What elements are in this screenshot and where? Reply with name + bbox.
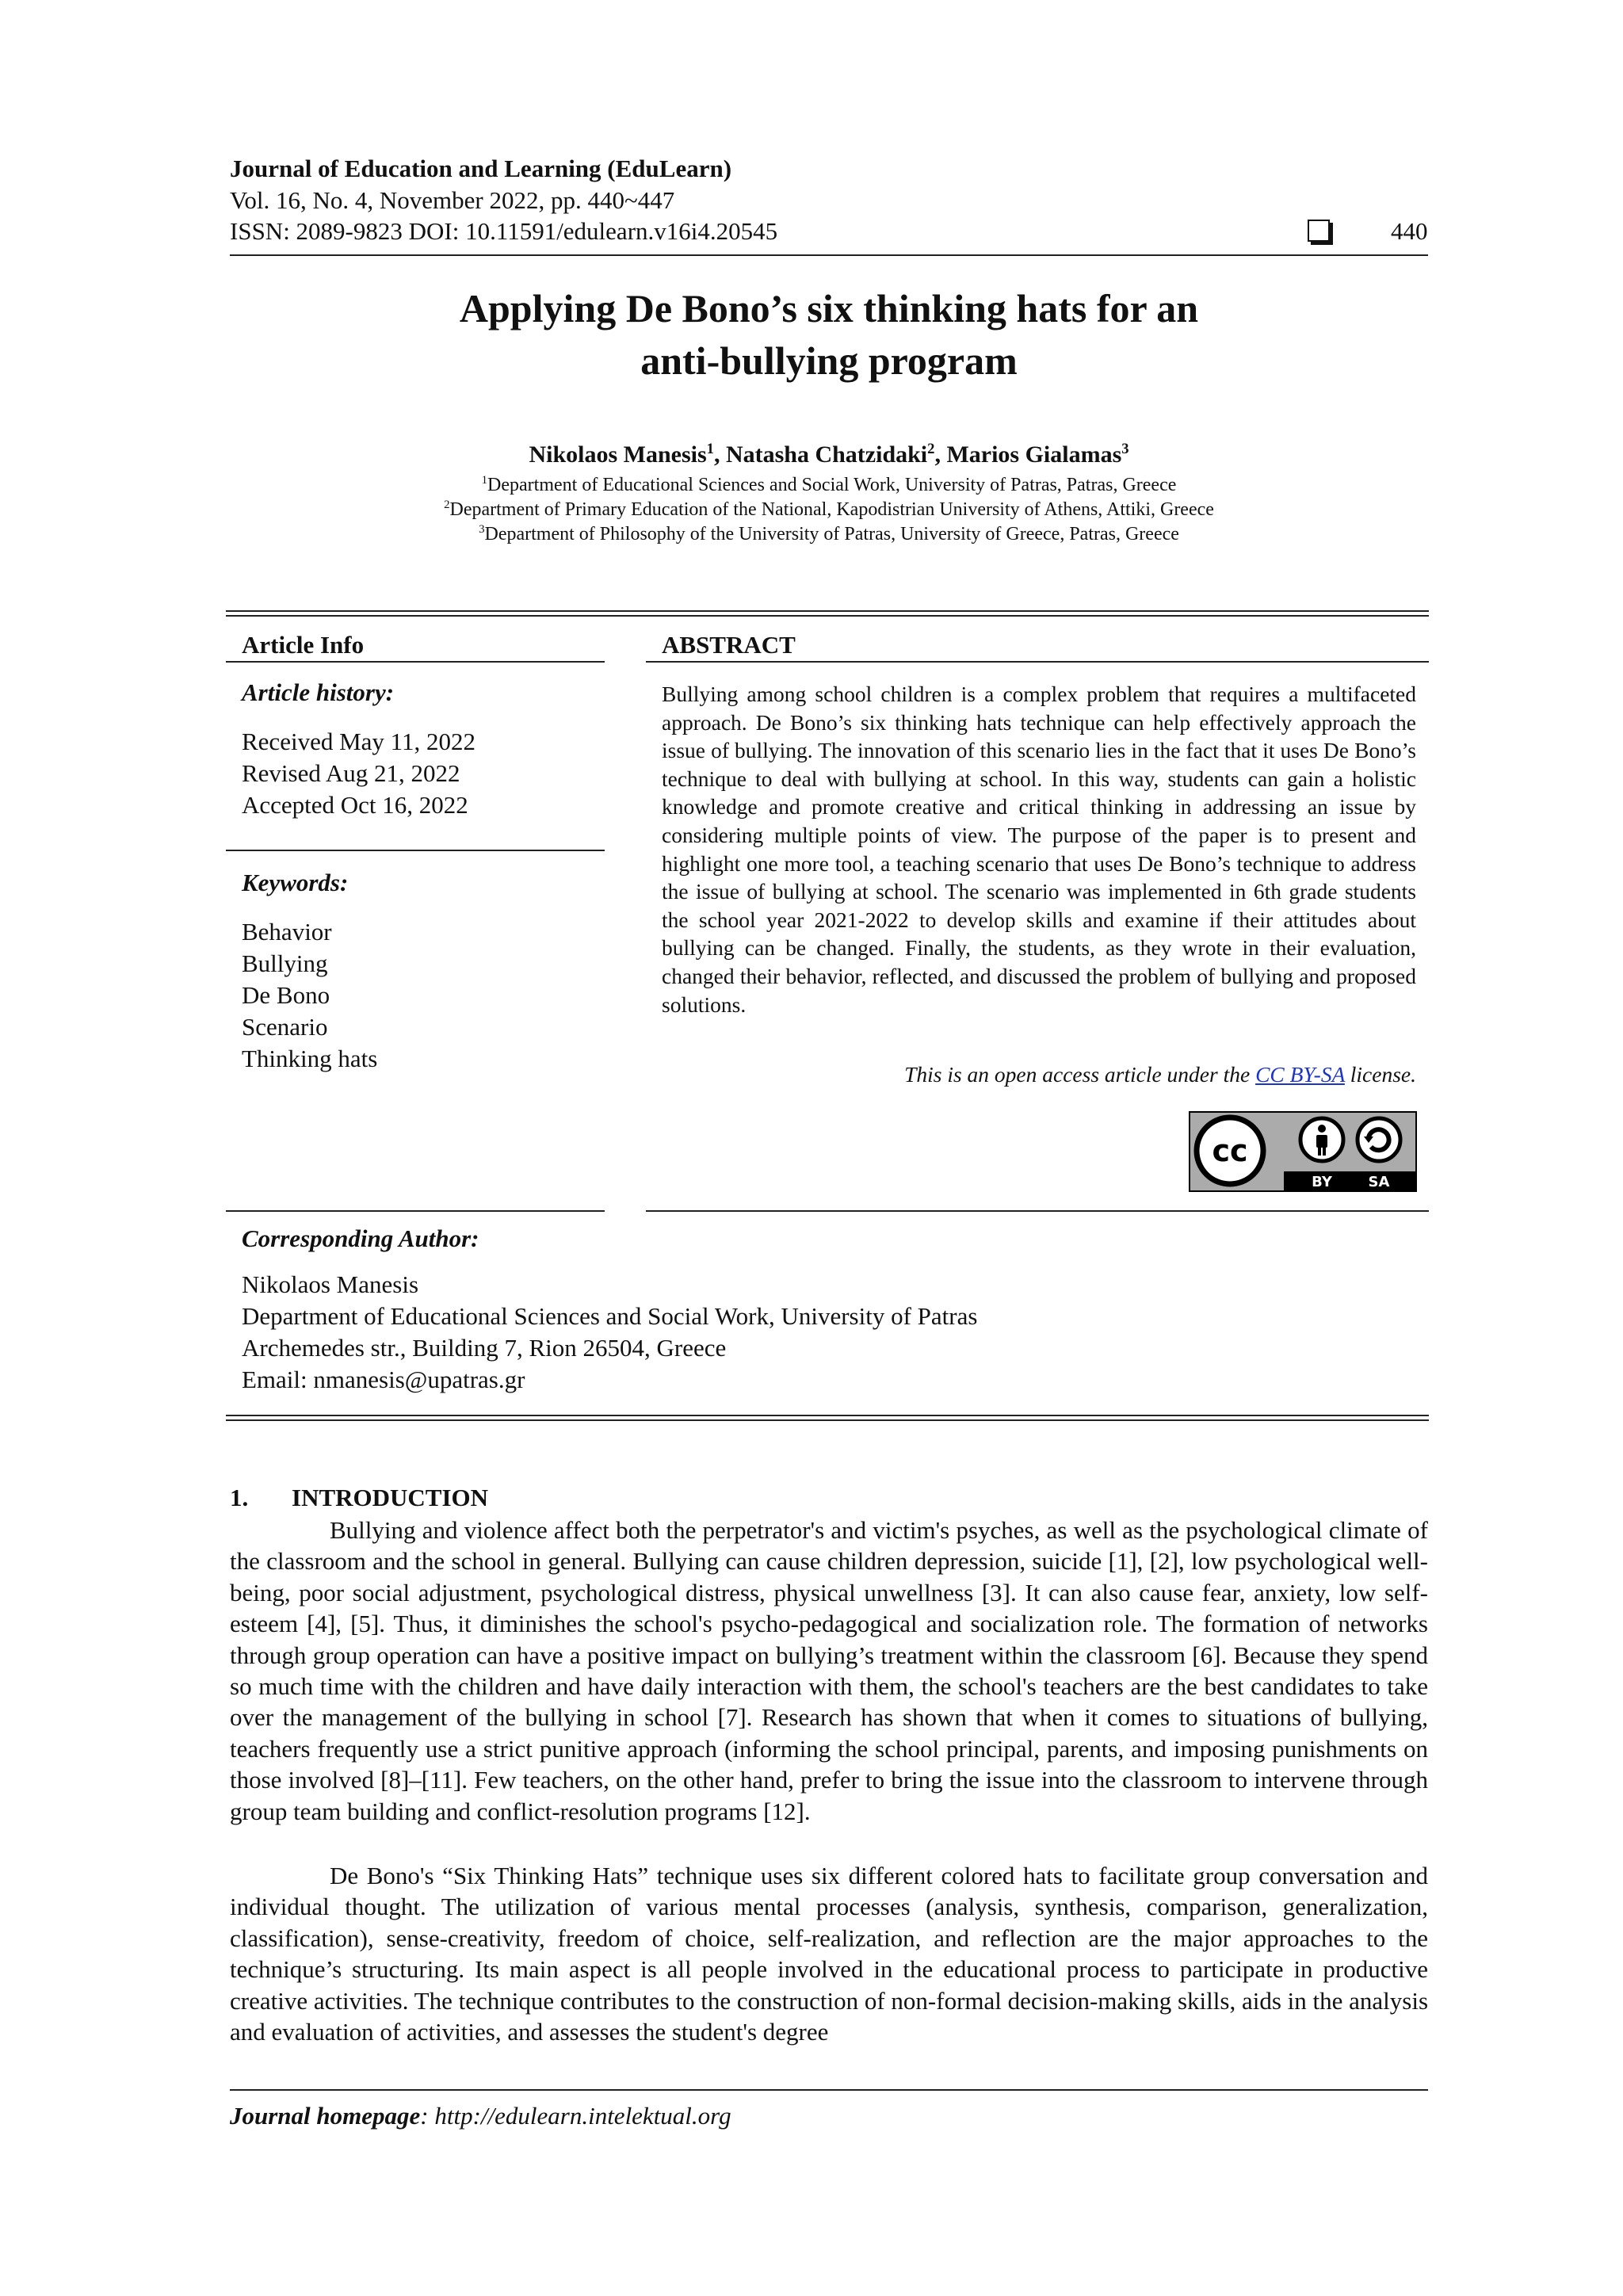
cc-by-sa-badge[interactable] [1189, 1111, 1417, 1192]
author-name: Natasha Chatzidaki [725, 441, 928, 468]
square-box-icon [1308, 220, 1330, 242]
abstract-heading: ABSTRACT [662, 631, 796, 659]
article-history [242, 726, 475, 821]
author-separator: , [934, 441, 947, 468]
author-list [230, 441, 1428, 468]
journal-homepage-label: Journal homepage [230, 2102, 421, 2130]
info-box-bottom-rule [226, 1419, 1429, 1421]
keyword: Thinking hats [242, 1045, 378, 1072]
section-number: 1. [230, 1484, 249, 1511]
author-name: Nikolaos Manesis [529, 441, 707, 468]
corresponding-author-block [242, 1224, 977, 1396]
badge-sa-label: SA [1368, 1174, 1390, 1190]
license-statement [662, 1062, 1416, 1087]
article-history-rule [226, 850, 605, 851]
share-alike-icon [1358, 1118, 1400, 1161]
section-title: INTRODUCTION [292, 1484, 489, 1511]
journal-homepage-url[interactable]: http://edulearn.intelektual.org [434, 2102, 731, 2130]
abstract-bottom-rule [646, 1210, 1429, 1212]
corresponding-author-email[interactable]: Email: nmanesis@upatras.gr [242, 1366, 525, 1393]
body-paragraph-1 [230, 1515, 1428, 1827]
keyword: De Bono [242, 981, 330, 1009]
paper-title-line-1: Applying De Bono’s six thinking hats for an [459, 286, 1199, 330]
body-paragraph-text: Bullying and violence affect both the perpetrator's and victim's psyches, as well as the psychological climate of the classroom and the school in general. Bullying can cause children depression, suicide [1], [2], low psychological well-being, poor social adjustment, psychological distress, physical unwellness [3]. It can also cause fear, anxiety, low self-esteem [4], [5]. Thus, it diminishes the school's psycho-pedagogical and socialization role. The formation of networks through group operation can have a positive impact on bullying’s treatment within the classroom [6]. Because they spend so much time with the children and have daily interaction with them, the school's teachers are the best candidates to take over the management of the bullying in school [7]. Research has shown that when it comes to situations of bullying, teachers frequently use a strict punitive approach (informing the school principal, parents, and imposing punishments on those involved [8]–[11]. Few teachers, on the other hand, prefer to bring the issue into the classroom to intervene through group team building and conflict-resolution programs [12]. [230, 1516, 1428, 1825]
affiliation-mark: 2 [444, 499, 450, 511]
received-date: Received May 11, 2022 [242, 728, 475, 755]
affiliation-2 [230, 499, 1428, 521]
affiliation-text: Department of Philosophy of the University of Patras, University of Greece, Patras, Greece [484, 524, 1179, 544]
paper-title-line-2: anti-bullying program [640, 338, 1018, 383]
attribution-person-icon [1300, 1118, 1343, 1161]
corresponding-author-name: Nikolaos Manesis [242, 1270, 419, 1298]
header-rule [230, 254, 1428, 256]
abstract-heading-rule [646, 661, 1429, 663]
corresponding-author-department: Department of Educational Sciences and Social Work, University of Patras [242, 1302, 978, 1330]
affiliation-3 [230, 523, 1428, 545]
journal-issn-doi: ISSN: 2089-9823 DOI: 10.11591/edulearn.v16i4.20545 [230, 217, 778, 245]
affiliation-mark: 3 [479, 523, 485, 536]
body-paragraph-text: De Bono's “Six Thinking Hats” technique uses six different colored hats to facilitate group conversation and individual thought. The utilization of various mental processes (analysis, synthesis, comparison, generalization, classification), sense-creativity, freedom of choice, self-realization, and reflection are the major approaches to the technique’s structuring. Its main aspect is all people involved in the educational process to participate in productive creative activities. The technique contributes to the construction of non-formal decision-making skills, aids in the analysis and evaluation of activities, and assesses the student's degree [230, 1862, 1429, 2046]
journal-homepage-colon: : [420, 2102, 435, 2130]
affiliation-mark: 1 [481, 474, 488, 487]
section-heading-introduction [230, 1484, 488, 1512]
info-box-top-rule [226, 610, 1429, 612]
affiliation-text: Department of Educational Sciences and Social Work, University of Patras, Patras, Greece [487, 475, 1177, 495]
keywords-list [242, 916, 377, 1075]
author-affiliation-mark: 3 [1121, 441, 1129, 457]
article-info-heading-rule [226, 661, 605, 663]
abstract-text: Bullying among school children is a complex problem that requires a multifaceted approach. De Bono’s six thinking hats technique can help effectively approach the issue of bullying. The innovation of this scenario lies in the fact that it uses De Bono’s technique to deal with bullying at school. In this way, students can gain a holistic knowledge and promote creative and critical thinking in addressing an issue by considering multiple points of view. The purpose of the paper is to present and highlight one more tool, a teaching scenario that uses De Bono’s technique to address the issue of bullying at school. The scenario was implemented in 6th grade students the school year 2021-2022 to develop skills and examine if their attitudes about bullying can be changed. Finally, the students, as they wrote in their evaluation, changed their behavior, reflected, and discussed the problem of bullying and proposed solutions. [662, 682, 1416, 1017]
journal-name: Journal of Education and Learning (EduLearn) [230, 155, 732, 182]
affiliation-1 [230, 474, 1428, 496]
journal-homepage [230, 2102, 731, 2130]
license-link[interactable]: CC BY-SA [1255, 1062, 1345, 1087]
badge-label-bar [1284, 1171, 1415, 1190]
article-info-bottom-rule [226, 1210, 605, 1212]
accepted-date: Accepted Oct 16, 2022 [242, 791, 468, 819]
author-name: Marios Gialamas [946, 441, 1122, 468]
footer-rule [230, 2089, 1428, 2091]
keywords-heading: Keywords: [242, 869, 349, 896]
revised-date: Revised Aug 21, 2022 [242, 759, 460, 787]
license-prefix: This is an open access article under the [904, 1062, 1256, 1087]
info-box-top-rule [226, 615, 1429, 617]
affiliation-text: Department of Primary Education of the National, Kapodistrian University of Athens, Attiki, Greece [449, 499, 1214, 520]
paper-title [230, 282, 1428, 387]
article-history-heading: Article history: [242, 678, 395, 706]
info-box-bottom-rule [226, 1415, 1429, 1416]
keyword: Behavior [242, 918, 332, 946]
cc-letters: cc [1212, 1133, 1248, 1168]
journal-volume: Vol. 16, No. 4, November 2022, pp. 440~447 [230, 186, 675, 214]
page-number: 440 [1391, 217, 1428, 245]
keyword: Scenario [242, 1013, 328, 1041]
body-paragraph-2 [230, 1860, 1428, 2047]
keyword: Bullying [242, 949, 328, 977]
license-suffix: license. [1344, 1062, 1416, 1087]
author-separator: , [713, 441, 726, 468]
author-affiliation-mark: 1 [706, 441, 714, 457]
corresponding-author-address: Archemedes str., Building 7, Rion 26504, Greece [242, 1334, 727, 1362]
author-affiliation-mark: 2 [927, 441, 935, 457]
badge-by-label: BY [1312, 1174, 1332, 1190]
corresponding-author-heading: Corresponding Author: [242, 1224, 479, 1252]
article-info-heading: Article Info [242, 631, 365, 659]
